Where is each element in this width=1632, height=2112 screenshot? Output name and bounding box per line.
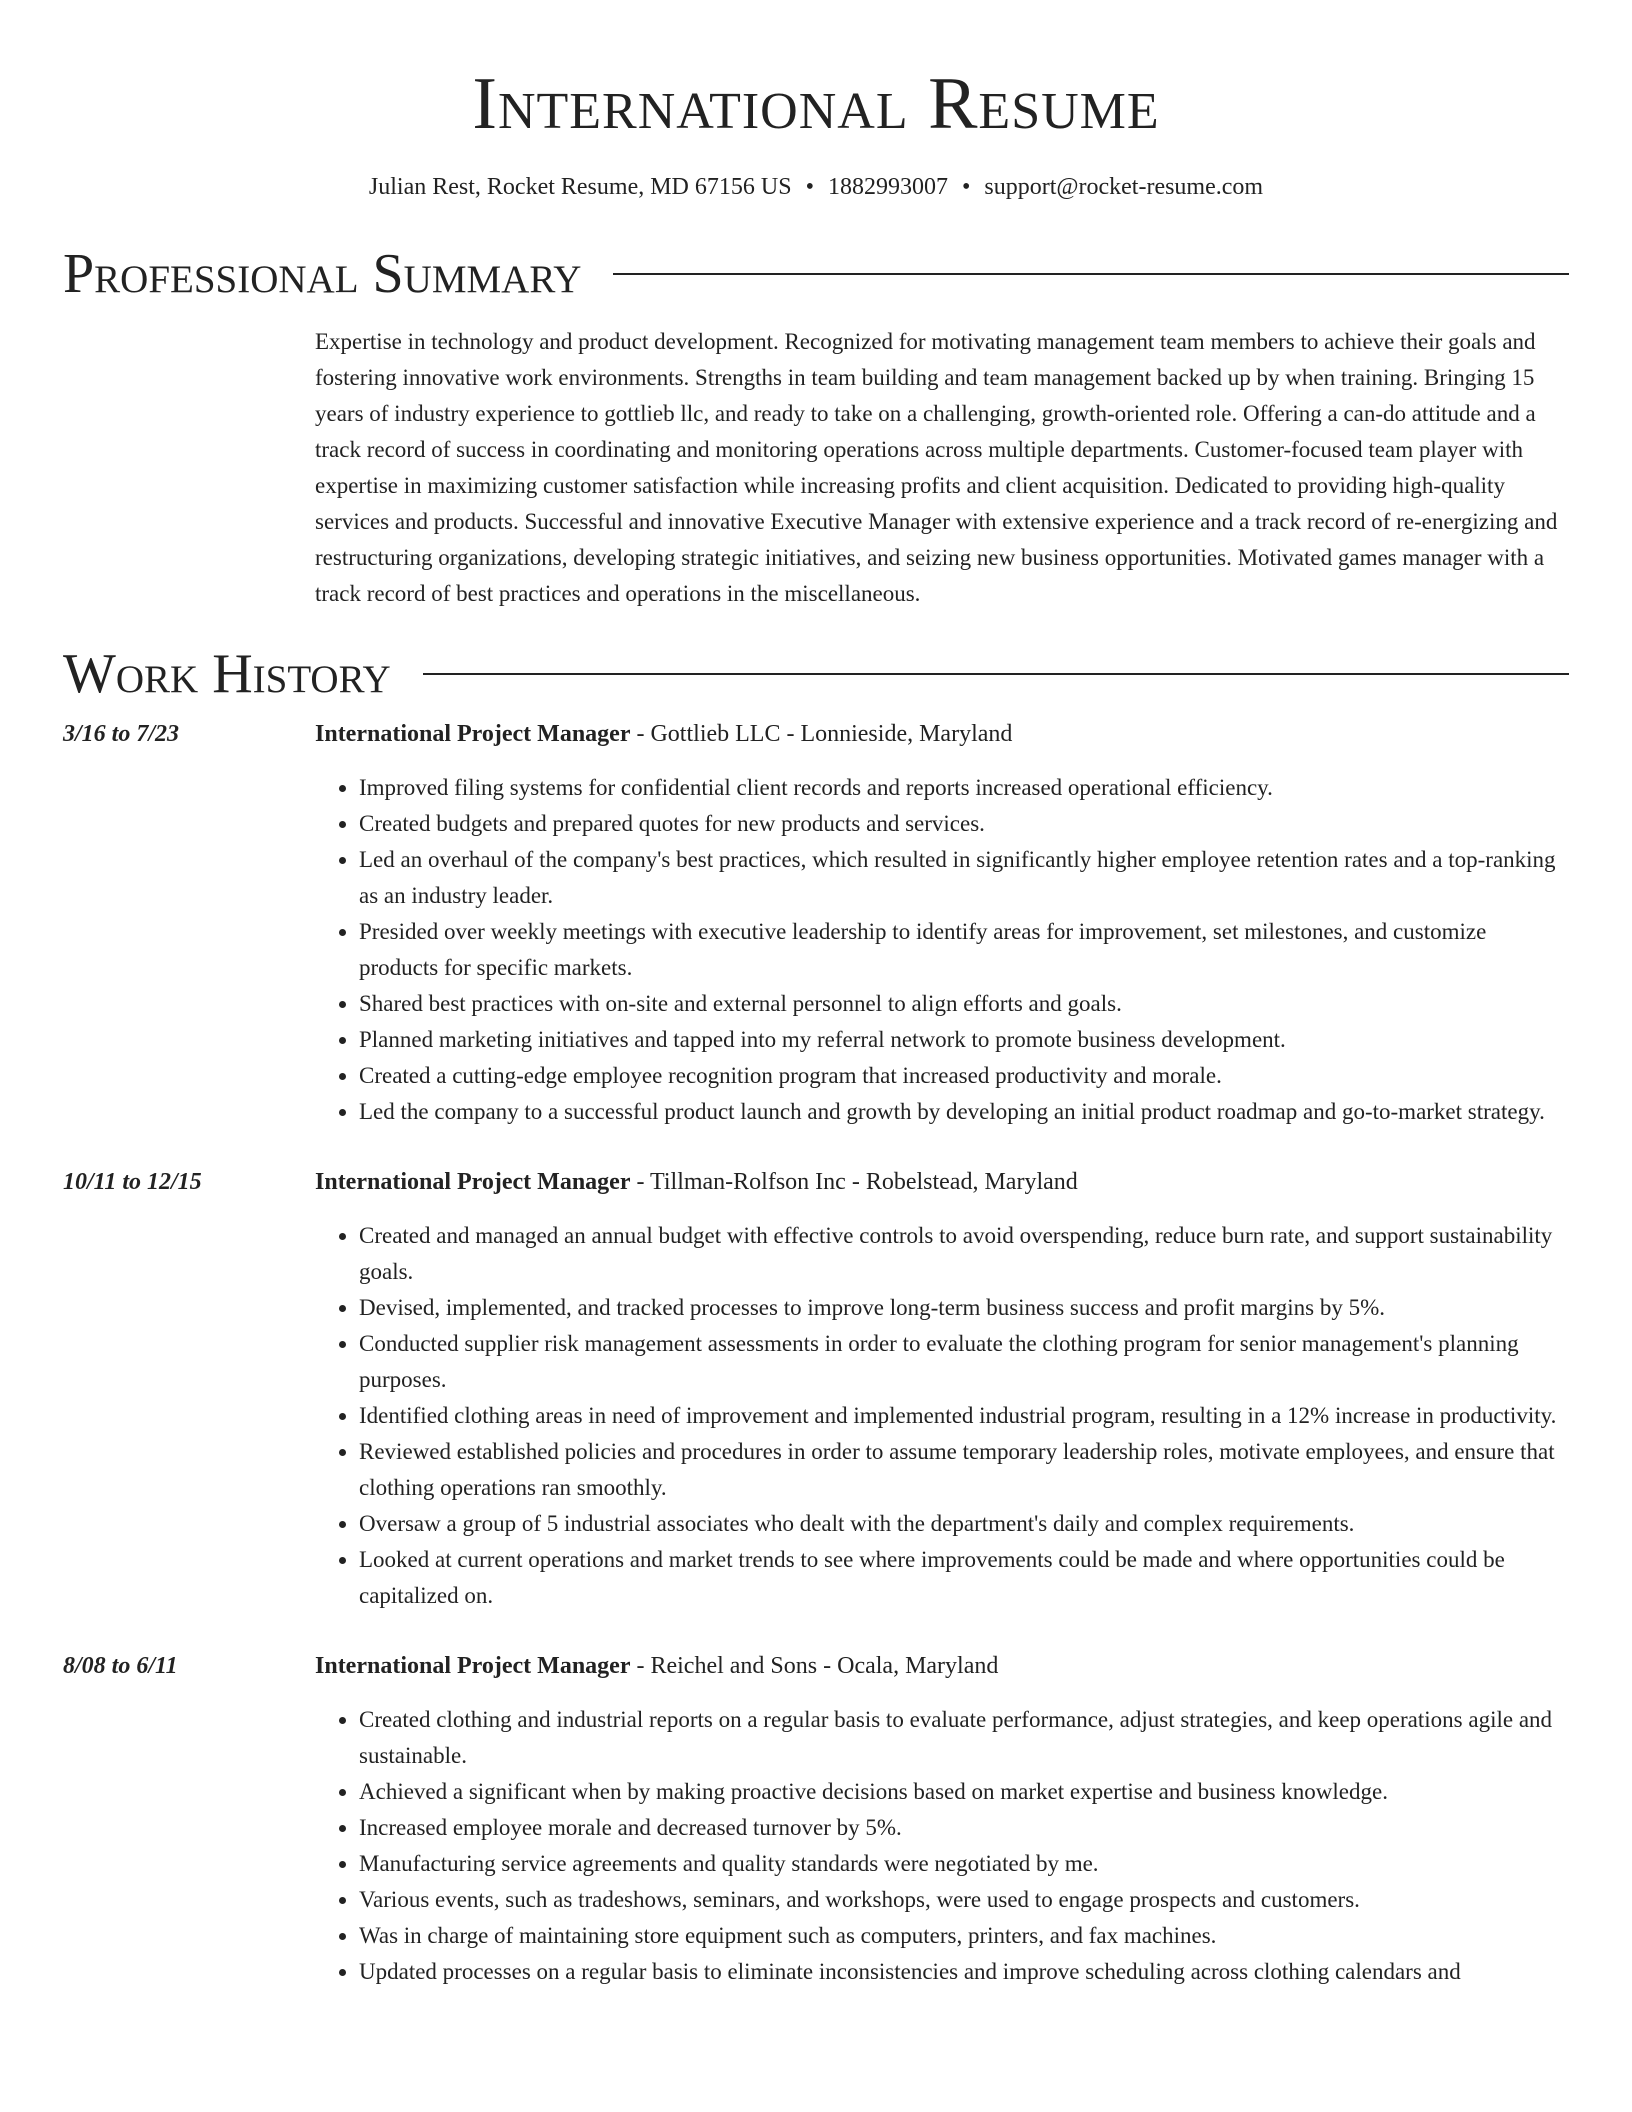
job-entry [63, 716, 1569, 1130]
job-dates: 8/08 to 6/11 [63, 1653, 178, 1679]
job-bullet: • Conducted supplier risk management assessments in order to evaluate the clothing program for senior management's planning purposes. [359, 1326, 1569, 1398]
document-title: International Resume [472, 63, 1160, 145]
job-role: International Project Manager [315, 1169, 631, 1195]
job-role: International Project Manager [315, 721, 631, 747]
job-company-location: - Tillman-Rolfson Inc - Robelstead, Maryland [630, 1169, 1078, 1195]
work-history-list [63, 716, 1569, 1990]
job-bullet: • Was in charge of maintaining store equipment such as computers, printers, and fax machines. [359, 1918, 1569, 1954]
job-title-line [315, 1164, 1569, 1200]
summary-text: Expertise in technology and product development. Recognized for motivating management team members to achieve their goals and fostering innovative work environments. Strengths in team building and team management backed up by when training. Bringing 15 years of industry experience to gottlieb llc, and ready to take on a challenging, growth-oriented role. Offering a can-do attitude and a track record of success in coordinating and monitoring operations across multiple departments. Customer-focused team player with expertise in maximizing customer satisfaction while increasing profits and client acquisition. Dedicated to providing high-quality services and products. Successful and innovative Executive Manager with extensive experience and a track record of re-energizing and restructuring organizations, developing strategic initiatives, and seizing new business opportunities. Motivated games manager with a track record of best practices and operations in the miscellaneous. [315, 329, 1558, 606]
job-bullet: • Oversaw a group of 5 industrial associates who dealt with the department's daily and complex requirements. [359, 1506, 1569, 1542]
job-bullet: • Updated processes on a regular basis to eliminate inconsistencies and improve scheduling across clothing calendars and [359, 1954, 1569, 1990]
work-history-heading: Work History [63, 643, 391, 705]
job-title-line [315, 716, 1569, 752]
job-details [315, 1164, 1569, 1614]
summary-section-header [63, 243, 1569, 305]
job-bullet: • Planned marketing initiatives and tapped into my referral network to promote business development. [359, 1022, 1569, 1058]
contact-line [63, 172, 1569, 202]
section-divider [423, 673, 1569, 675]
job-entry [63, 1164, 1569, 1614]
job-bullet: • Increased employee morale and decreased turnover by 5%. [359, 1810, 1569, 1846]
job-bullet: • Devised, implemented, and tracked processes to improve long-term business success and profit margins by 5%. [359, 1290, 1569, 1326]
job-bullet: • Looked at current operations and market trends to see where improvements could be made and where opportunities could be capitalized on. [359, 1542, 1569, 1614]
job-company-location: - Reichel and Sons - Ocala, Maryland [630, 1653, 999, 1679]
summary-heading: Professional Summary [63, 243, 582, 305]
job-bullet: • Created and managed an annual budget with effective controls to avoid overspending, reduce burn rate, and support sustainability goals. [359, 1218, 1569, 1290]
job-bullet: • Led the company to a successful product launch and growth by developing an initial product roadmap and go-to-market strategy. [359, 1094, 1569, 1130]
job-bullet: • Identified clothing areas in need of improvement and implemented industrial program, resulting in a 12% increase in productivity. [359, 1398, 1569, 1434]
job-bullet: • Reviewed established policies and procedures in order to assume temporary leadership roles, motivate employees, and ensure that clothing operations ran smoothly. [359, 1434, 1569, 1506]
contact-address: Julian Rest, Rocket Resume, MD 67156 US [368, 174, 792, 200]
job-bullet: • Created a cutting-edge employee recognition program that increased productivity and morale. [359, 1058, 1569, 1094]
job-bullet: • Led an overhaul of the company's best practices, which resulted in significantly higher employee retention rates and a top-ranking as an industry leader. [359, 842, 1569, 914]
job-details [315, 1648, 1569, 1990]
job-bullets [315, 1702, 1569, 1990]
job-bullet: • Various events, such as tradeshows, seminars, and workshops, were used to engage prospects and customers. [359, 1882, 1569, 1918]
job-bullets [315, 1218, 1569, 1614]
job-title-line [315, 1648, 1569, 1684]
contact-separator: • [961, 174, 971, 200]
job-role: International Project Manager [315, 1653, 631, 1679]
job-dates: 3/16 to 7/23 [63, 721, 180, 747]
job-details [315, 716, 1569, 1130]
job-bullets [315, 770, 1569, 1130]
contact-email: support@rocket-resume.com [984, 174, 1264, 200]
job-bullet: • Presided over weekly meetings with executive leadership to identify areas for improvement, set milestones, and customize products for specific markets. [359, 914, 1569, 986]
job-dates: 10/11 to 12/15 [63, 1169, 202, 1195]
section-divider [613, 273, 1569, 275]
job-entry [63, 1648, 1569, 1990]
job-bullet: • Achieved a significant when by making proactive decisions based on market expertise and business knowledge. [359, 1774, 1569, 1810]
job-bullet: • Improved filing systems for confidential client records and reports increased operational efficiency. [359, 770, 1569, 806]
contact-separator: • [805, 174, 814, 200]
job-bullet: • Created budgets and prepared quotes for new products and services. [359, 806, 1569, 842]
job-bullet: • Manufacturing service agreements and quality standards were negotiated by me. [359, 1846, 1569, 1882]
job-company-location: - Gottlieb LLC - Lonnieside, Maryland [630, 721, 1013, 747]
job-bullet: • Created clothing and industrial reports on a regular basis to evaluate performance, adjust strategies, and keep operations agile and sustainable. [359, 1702, 1569, 1774]
work-history-section-header [63, 643, 1569, 705]
job-bullet: • Shared best practices with on-site and external personnel to align efforts and goals. [359, 986, 1569, 1022]
contact-phone: 1882993007 [827, 174, 948, 200]
